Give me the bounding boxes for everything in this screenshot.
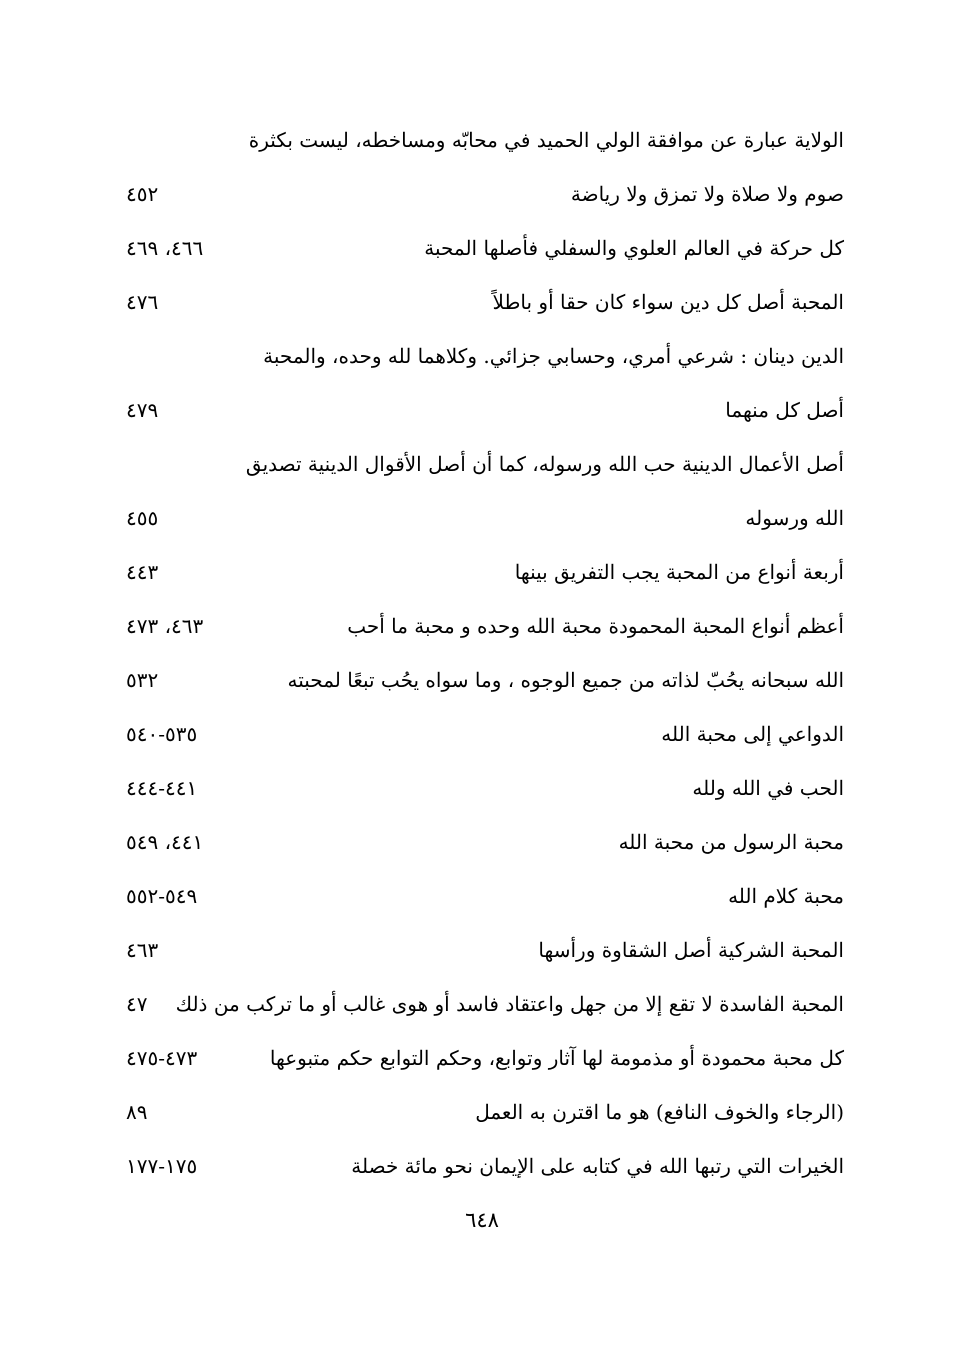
index-entry-page-ref: ٥٣٢ [126, 668, 159, 692]
index-entry [120, 172, 844, 226]
index-entry [120, 820, 844, 874]
index-entry-text: (الرجاء والخوف النافع) هو ما اقترن به العمل [475, 1100, 844, 1124]
index-entry-page-ref: ٤٤١، ٥٤٩ [126, 830, 204, 854]
index-entry [120, 874, 844, 928]
index-entry [120, 712, 844, 766]
index-entry-text: أربعة أنواع من المحبة يجب التفريق بينها [514, 560, 844, 584]
index-entry-text: الله سبحانه يحُبّ لذاته من جميع الوجوه ، وما سواه يحُب تبعًا لمحبته [287, 668, 844, 692]
index-entry-text: الحب في الله ولله [692, 776, 844, 800]
index-entry-page-ref: ٤٤٣ [126, 560, 159, 584]
index-entry [120, 982, 844, 1036]
index-entry [120, 658, 844, 712]
index-entry-text: أعظم أنواع المحبة المحمودة محبة الله وحده و محبة ما أحب [347, 614, 844, 638]
index-entry-page-ref: ٤٧٩ [126, 398, 159, 422]
index-entry-text: كل حركة في العالم العلوي والسفلي فأصلها المحبة [424, 236, 844, 260]
index-entry-text: الخيرات التي رتبها الله في كتابه على الإيمان نحو مائة خصلة [351, 1154, 844, 1178]
index-entry-page-ref: ٥٤٩-٥٥٢ [126, 884, 198, 908]
index-entry [120, 496, 844, 550]
index-entry-text: الدواعي إلى محبة الله [661, 722, 844, 746]
index-entry-page-ref: ٤٧٣-٤٧٥ [126, 1046, 198, 1070]
index-entry [120, 280, 844, 334]
index-entry [120, 550, 844, 604]
index-entry-page-ref: ٤٤١-٤٤٤ [126, 776, 198, 800]
index-entry [120, 442, 844, 496]
index-entry [120, 1144, 844, 1198]
index-entry-page-ref: ٤٥٥ [126, 506, 159, 530]
index-entry-text: أصل الأعمال الدينية حب الله ورسوله، كما أن أصل الأقوال الدينية تصديق [245, 452, 844, 476]
index-entry [120, 766, 844, 820]
index-entry-page-ref: ١٧٥-١٧٧ [126, 1154, 198, 1178]
index-entry-page-ref: ٤٦٣ [126, 938, 159, 962]
index-entry-page-ref: ٤٧٦ [126, 290, 159, 314]
index-entry-text: الدين دينان : شرعي أمري، وحسابي جزائي. وكلاهما لله وحده، والمحبة [263, 344, 844, 368]
index-entry [120, 604, 844, 658]
index-entry-text: الولاية عبارة عن موافقة الولي الحميد في محابّه ومساخطه، ليست بكثرة [248, 128, 844, 152]
index-entry-text: محبة الرسول من محبة الله [618, 830, 844, 854]
index-entry-text: المحبة الفاسدة لا تقع إلا من جهل واعتقاد فاسد أو هوى غالب أو ما تركب من ذلك [175, 992, 844, 1016]
index-list [120, 118, 844, 1198]
index-entry-page-ref: ٤٧ [126, 992, 148, 1016]
index-entry-text: أصل كل منهما [725, 398, 844, 422]
index-entry-text: المحبة أصل كل دين سواء كان حقا أو باطلاً [492, 290, 844, 314]
index-entry [120, 928, 844, 982]
index-entry-page-ref: ٤٥٢ [126, 182, 159, 206]
index-entry [120, 226, 844, 280]
index-entry-text: محبة كلام الله [728, 884, 844, 908]
index-entry-page-ref: ٤٦٦، ٤٦٩ [126, 236, 204, 260]
index-entry-page-ref: ٥٣٥-٥٤٠ [126, 722, 198, 746]
index-entry-text: المحبة الشركية أصل الشقاوة ورأسها [538, 938, 844, 962]
index-entry [120, 334, 844, 388]
index-entry [120, 388, 844, 442]
index-entry [120, 118, 844, 172]
index-entry-text: صوم ولا صلاة ولا تمزق ولا رياضة [570, 182, 844, 206]
index-entry-page-ref: ٤٦٣، ٤٧٣ [126, 614, 204, 638]
index-entry [120, 1036, 844, 1090]
page-number: ٦٤٨ [465, 1208, 499, 1232]
index-entry-text: الله ورسوله [745, 506, 844, 530]
index-entry [120, 1090, 844, 1144]
index-entry-text: كل محبة محمودة أو مذمومة لها آثار وتوابع، وحكم التوابع حكم متبوعها [269, 1046, 844, 1070]
index-entry-page-ref: ٨٩ [126, 1100, 148, 1124]
